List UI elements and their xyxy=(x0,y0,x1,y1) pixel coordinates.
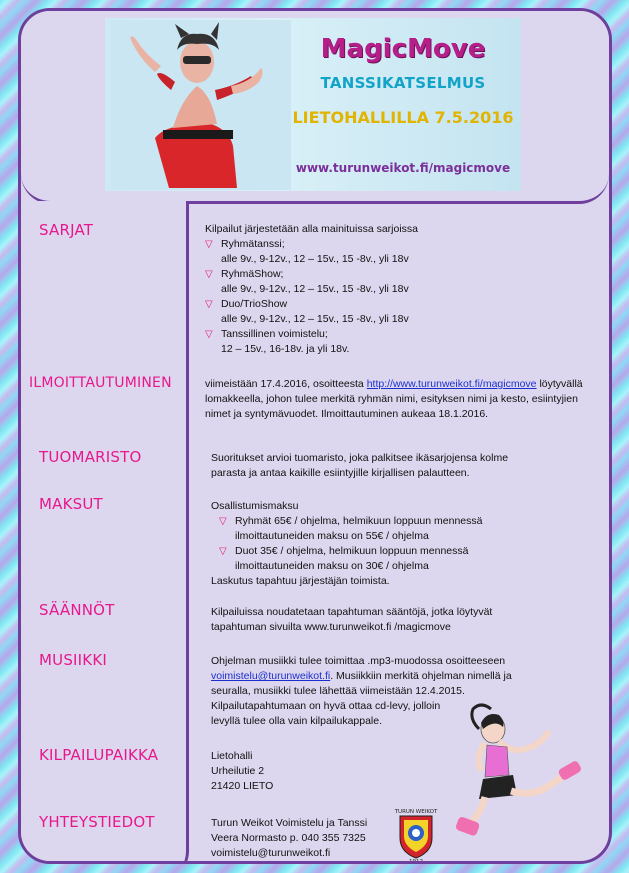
sarjat-item: ▽ Duo/TrioShow xyxy=(205,298,288,310)
music-email-link[interactable]: voimistelu@turunweikot.fi xyxy=(211,670,331,682)
triangle-bullet-icon: ▽ xyxy=(205,239,213,250)
triangle-bullet-icon: ▽ xyxy=(205,269,213,280)
sarjat-intro: Kilpailut järjestetään alla mainituissa sarjoissa xyxy=(205,223,419,235)
section-label-maksut: MAKSUT xyxy=(39,495,103,513)
musiikki-line: Kilpailutapahtumaan on hyvä ottaa cd-levy, jolloin xyxy=(211,700,441,712)
triangle-bullet-icon: ▽ xyxy=(219,546,227,557)
venue-line: Urheilutie 2 xyxy=(211,765,265,777)
sarjat-item-ages: alle 9v., 9-12v., 12 – 15v., 15 -8v., yli 18v xyxy=(221,283,409,295)
contact-line: Veera Normasto p. 040 355 7325 xyxy=(211,832,366,844)
section-label-ilmoittautuminen: ILMOITTAUTUMINEN xyxy=(29,375,172,391)
banner-title: MagicMove xyxy=(320,34,486,64)
section-content-sarjat xyxy=(205,222,605,357)
saannot-line: tapahtuman sivuilta www.turunweikot.fi /magicmove xyxy=(211,621,451,633)
musiikki-line: seuralla, musiikki tulee lähettää viimeistään 12.4.2015. xyxy=(211,685,465,697)
sarjat-item-ages: alle 9v., 9-12v., 12 – 15v., 15 -8v., yli 18v xyxy=(221,253,409,265)
maksut-outro: Laskutus tapahtuu järjestäjän toimista. xyxy=(211,575,390,587)
section-label-sarjat: SARJAT xyxy=(39,221,94,239)
maksut-item: ▽ Ryhmät 65€ / ohjelma, helmikuun loppuun mennessä xyxy=(219,515,483,527)
section-content-yhteystiedot xyxy=(211,816,411,861)
sarjat-item: ▽ Ryhmätanssi; xyxy=(205,238,285,250)
section-label-yhteystiedot: YHTEYSTIEDOT xyxy=(39,813,155,831)
maksut-intro: Osallistumismaksu xyxy=(211,500,299,512)
triangle-bullet-icon: ▽ xyxy=(205,299,213,310)
ilmoittautuminen-text-rest: löytyvällä lomakkeella, johon tulee merkitä ryhmän nimi, esityksen nimi ja kesto, esiintyjien nimet ja syntymävuodet. Ilmoittautuminen aukeaa 18.1.2016. xyxy=(205,378,583,420)
saannot-line: Kilpailuissa noudatetaan tapahtuman sääntöjä, jotka löytyvät xyxy=(211,606,493,618)
banner-place-date: LIETOHALLILLA 7.5.2016 xyxy=(292,108,514,127)
section-label-tuomaristo: TUOMARISTO xyxy=(39,448,142,466)
logo-top-text: TURUN WEIKOT xyxy=(394,809,438,815)
tuomaristo-line: Suoritukset arvioi tuomaristo, joka palkitsee ikäsarjojensa kolme xyxy=(211,452,509,464)
maksut-item: ▽ Duot 35€ / ohjelma, helmikuun loppuun mennessä xyxy=(219,545,469,557)
sarjat-item: ▽ RyhmäShow; xyxy=(205,268,284,280)
sarjat-item: ▽ Tanssillinen voimistelu; xyxy=(205,328,328,340)
banner-subtitle: TANSSIKATSELMUS xyxy=(320,74,486,92)
dancer-photo xyxy=(111,20,291,190)
section-label-saannot: SÄÄNNÖT xyxy=(39,601,115,619)
header-area xyxy=(21,11,609,204)
maksut-item-line2: ilmoittautuneiden maksu on 30€ / ohjelma xyxy=(235,560,429,572)
venue-line: Lietohalli xyxy=(211,750,253,762)
banner-url: www.turunweikot.fi/magicmove xyxy=(295,161,511,175)
contact-line: Turun Weikot Voimistelu ja Tanssi xyxy=(211,817,368,829)
dancer-illustration xyxy=(451,701,586,841)
section-content-ilmoittautuminen xyxy=(205,377,595,422)
section-content-saannot xyxy=(211,605,601,635)
logo-year: 1912 xyxy=(409,859,423,864)
musiikki-line: Ohjelman musiikki tulee toimittaa .mp3-muodossa osoitteeseen xyxy=(211,655,506,667)
contact-line: voimistelu@turunweikot.fi xyxy=(211,847,331,859)
section-content-maksut xyxy=(211,499,601,589)
triangle-bullet-icon: ▽ xyxy=(219,516,227,527)
section-label-kilpailupaikka: KILPAILUPAIKKA xyxy=(39,746,159,764)
maksut-item-line2: ilmoittautuneiden maksu on 55€ / ohjelma xyxy=(235,530,429,542)
event-banner xyxy=(105,18,521,191)
sarjat-item-ages: 12 – 15v., 16-18v. ja yli 18v. xyxy=(221,343,350,355)
musiikki-line: levyllä tulee olla vain kilpailukappale. xyxy=(211,715,383,727)
section-content-tuomaristo xyxy=(211,451,601,481)
venue-line: 21420 LIETO xyxy=(211,780,274,792)
ilmoittautuminen-text: viimeistään 17.4.2016, osoitteesta xyxy=(205,378,367,390)
sarjat-item-ages: alle 9v., 9-12v., 12 – 15v., 15 -8v., yli 18v xyxy=(221,313,409,325)
triangle-bullet-icon: ▽ xyxy=(205,329,213,340)
page-frame xyxy=(18,8,612,864)
turun-weikot-logo xyxy=(392,806,440,864)
left-label-column xyxy=(21,201,189,864)
section-label-musiikki: MUSIIKKI xyxy=(39,651,107,669)
registration-link[interactable]: http://www.turunweikot.fi/magicmove xyxy=(366,378,537,390)
musiikki-line: voimistelu@turunweikot.fi. Musiikkiin merkitä ohjelman nimellä ja xyxy=(211,670,512,682)
section-content-kilpailupaikka xyxy=(211,749,411,794)
tuomaristo-line: parasta ja antaa kaikille esiintyjille kirjallisen palautteen. xyxy=(211,467,470,479)
